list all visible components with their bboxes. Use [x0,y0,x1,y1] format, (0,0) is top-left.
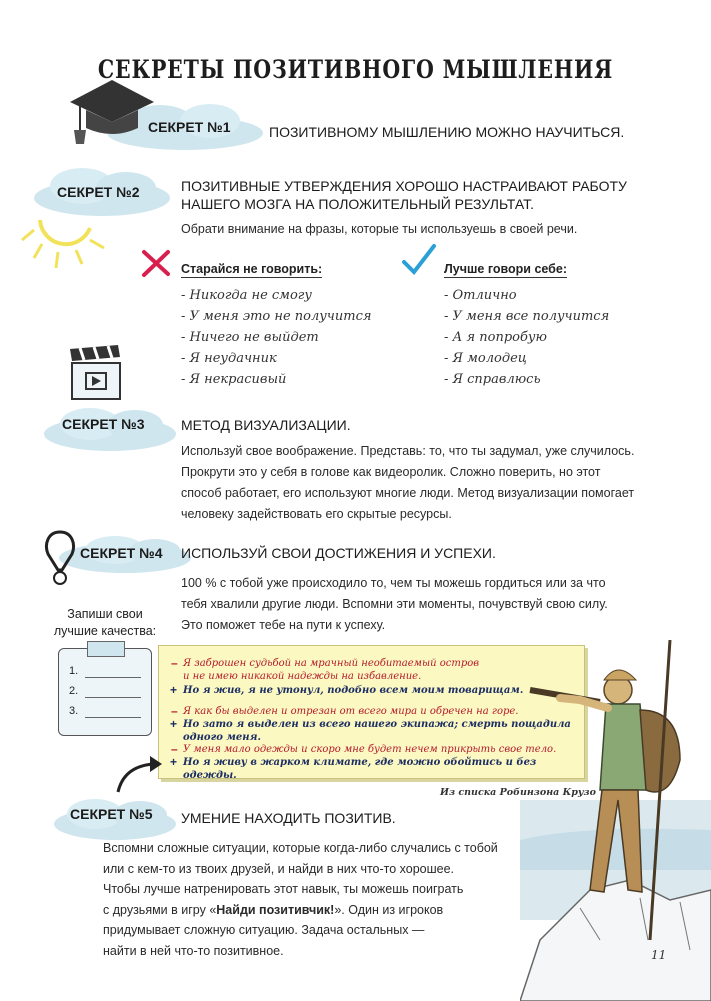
plus-mark: + [170,717,178,731]
secret-5-line: придумывает сложную ситуацию. Задача остальных — [103,923,425,937]
secret-3-heading: МЕТОД ВИЗУАЛИЗАЦИИ. [181,417,351,433]
clapperboard-icon [66,343,128,405]
quote-positive: Но я живу в жарком климате, где можно обойтись и без одежды. [183,757,537,781]
notepad-item: 2. [69,685,79,697]
do-item: - Отлично [444,288,517,303]
sun-icon [20,200,110,272]
secret-5-heading: УМЕНИЕ НАХОДИТЬ ПОЗИТИВ. [181,810,396,826]
secret-1-heading: ПОЗИТИВНОМУ МЫШЛЕНИЮ МОЖНО НАУЧИТЬСЯ. [269,124,625,140]
minus-mark: – [171,656,178,670]
dont-item: - Ничего не выйдет [181,330,319,345]
quote-caption: Из списка Робинзона Крузо [440,787,596,798]
quote-negative: Я как бы выделен и отрезан от всего мира и обречен на горе. [183,706,519,717]
secret-5-label: СЕКРЕТ №5 [70,806,153,822]
notepad-tape [87,641,125,657]
secret-2-label: СЕКРЕТ №2 [57,184,140,200]
secret-4-label: СЕКРЕТ №4 [80,545,163,561]
secret-1-label: СЕКРЕТ №1 [148,119,231,135]
secret-4-line: 100 % с тобой уже происходило то, чем ты можешь гордиться или за что [181,576,606,590]
secret-4-heading: ИСПОЛЬЗУЙ СВОИ ДОСТИЖЕНИЯ И УСПЕХИ. [181,545,496,561]
quote-negative: Я заброшен судьбой на мрачный необитаемый остров [183,658,480,669]
plus-mark: + [170,755,178,769]
do-item: - А я попробую [444,330,547,345]
note-label-line2: лучшие качества: [53,624,157,638]
check-icon [400,242,438,278]
do-item: - Я молодец [444,351,527,366]
secret-3-line: человеку задействовать его скрытые ресурсы. [181,507,452,521]
secret-3-label: СЕКРЕТ №3 [62,416,145,432]
dont-item: - У меня это не получится [181,309,372,324]
note-label-line1: Запиши свои [67,607,143,621]
secret-5-line [103,900,498,921]
page-title: СЕКРЕТЫ ПОЗИТИВНОГО МЫШЛЕНИЯ [97,55,614,84]
secret-4-line: Это поможет тебе на пути к успеху. [181,618,386,632]
minus-mark: – [171,742,178,756]
dont-item: - Я неудачник [181,351,277,366]
quote-positive: Но зато я выделен из всего нашего экипажа; смерть пощадила одного меня. [183,719,571,743]
do-item: - Я справлюсь [444,372,541,387]
dont-say-title: Старайся не говорить: [181,262,323,276]
pin-icon [40,528,80,588]
notepad-item: 3. [69,705,79,717]
do-say-title: Лучше говори себе: [444,262,568,276]
secret-4-line: тебя хвалили другие люди. Вспомни эти моменты, почувствуй свою силу. [181,597,608,611]
secret-2-text: Обрати внимание на фразы, которые ты используешь в своей речи. [181,222,578,236]
dont-item: - Я некрасивый [181,372,287,387]
secret-3-line: Используй свое воображение. Представь: то, что ты задумал, уже случилось. [181,444,635,458]
plus-mark: + [170,683,178,697]
secret-3-line: способ работает, его используют многие люди. Метод визуализации помогает [181,486,635,500]
secret-2-heading-line1: ПОЗИТИВНЫЕ УТВЕРЖДЕНИЯ ХОРОШО НАСТРАИВАЮТ РАБОТУ [181,178,627,194]
secret-2-heading-line2: НАШЕГО МОЗГА НА ПОЛОЖИТЕЛЬНЫЙ РЕЗУЛЬТАТ. [181,196,534,212]
robinson-illustration [520,640,711,1001]
secret-5-line: или с кем-то из твоих друзей, и найди в них что-то хорошее. [103,861,455,876]
page-number: 11 [651,948,667,962]
curved-arrow-icon [110,752,166,798]
do-item: - У меня все получится [444,309,610,324]
secret-5-text: ». Один из игроков [334,902,444,917]
quote-positive: Но я жив, я не утонул, подобно всем моим товарищам. [183,685,524,696]
game-name: Найди позитивчик! [216,902,335,917]
secret-5-line: найти в ней что-то позитивное. [103,943,284,958]
quote-negative: и не имею никакой надежды на избавление. [183,671,422,682]
secret-5-line: Вспомни сложные ситуации, которые когда-либо случались с тобой [103,841,498,855]
cross-icon [140,248,172,278]
notepad [58,648,152,736]
dont-item: - Никогда не смогу [181,288,312,303]
graduation-cap-icon [62,72,160,150]
quote-negative: У меня мало одежды и скоро мне будет нечем прикрыть свое тело. [183,744,557,755]
secret-5-line: Чтобы лучше натренировать этот навык, ты можешь поиграть [103,882,464,896]
secret-5-text: с друзьями в игру « [103,902,217,917]
secret-3-line: Прокрути это у себя в голове как видеоролик. Сложно поверить, но этот [181,465,601,479]
minus-mark: – [171,704,178,718]
notepad-item: 1. [69,665,79,677]
